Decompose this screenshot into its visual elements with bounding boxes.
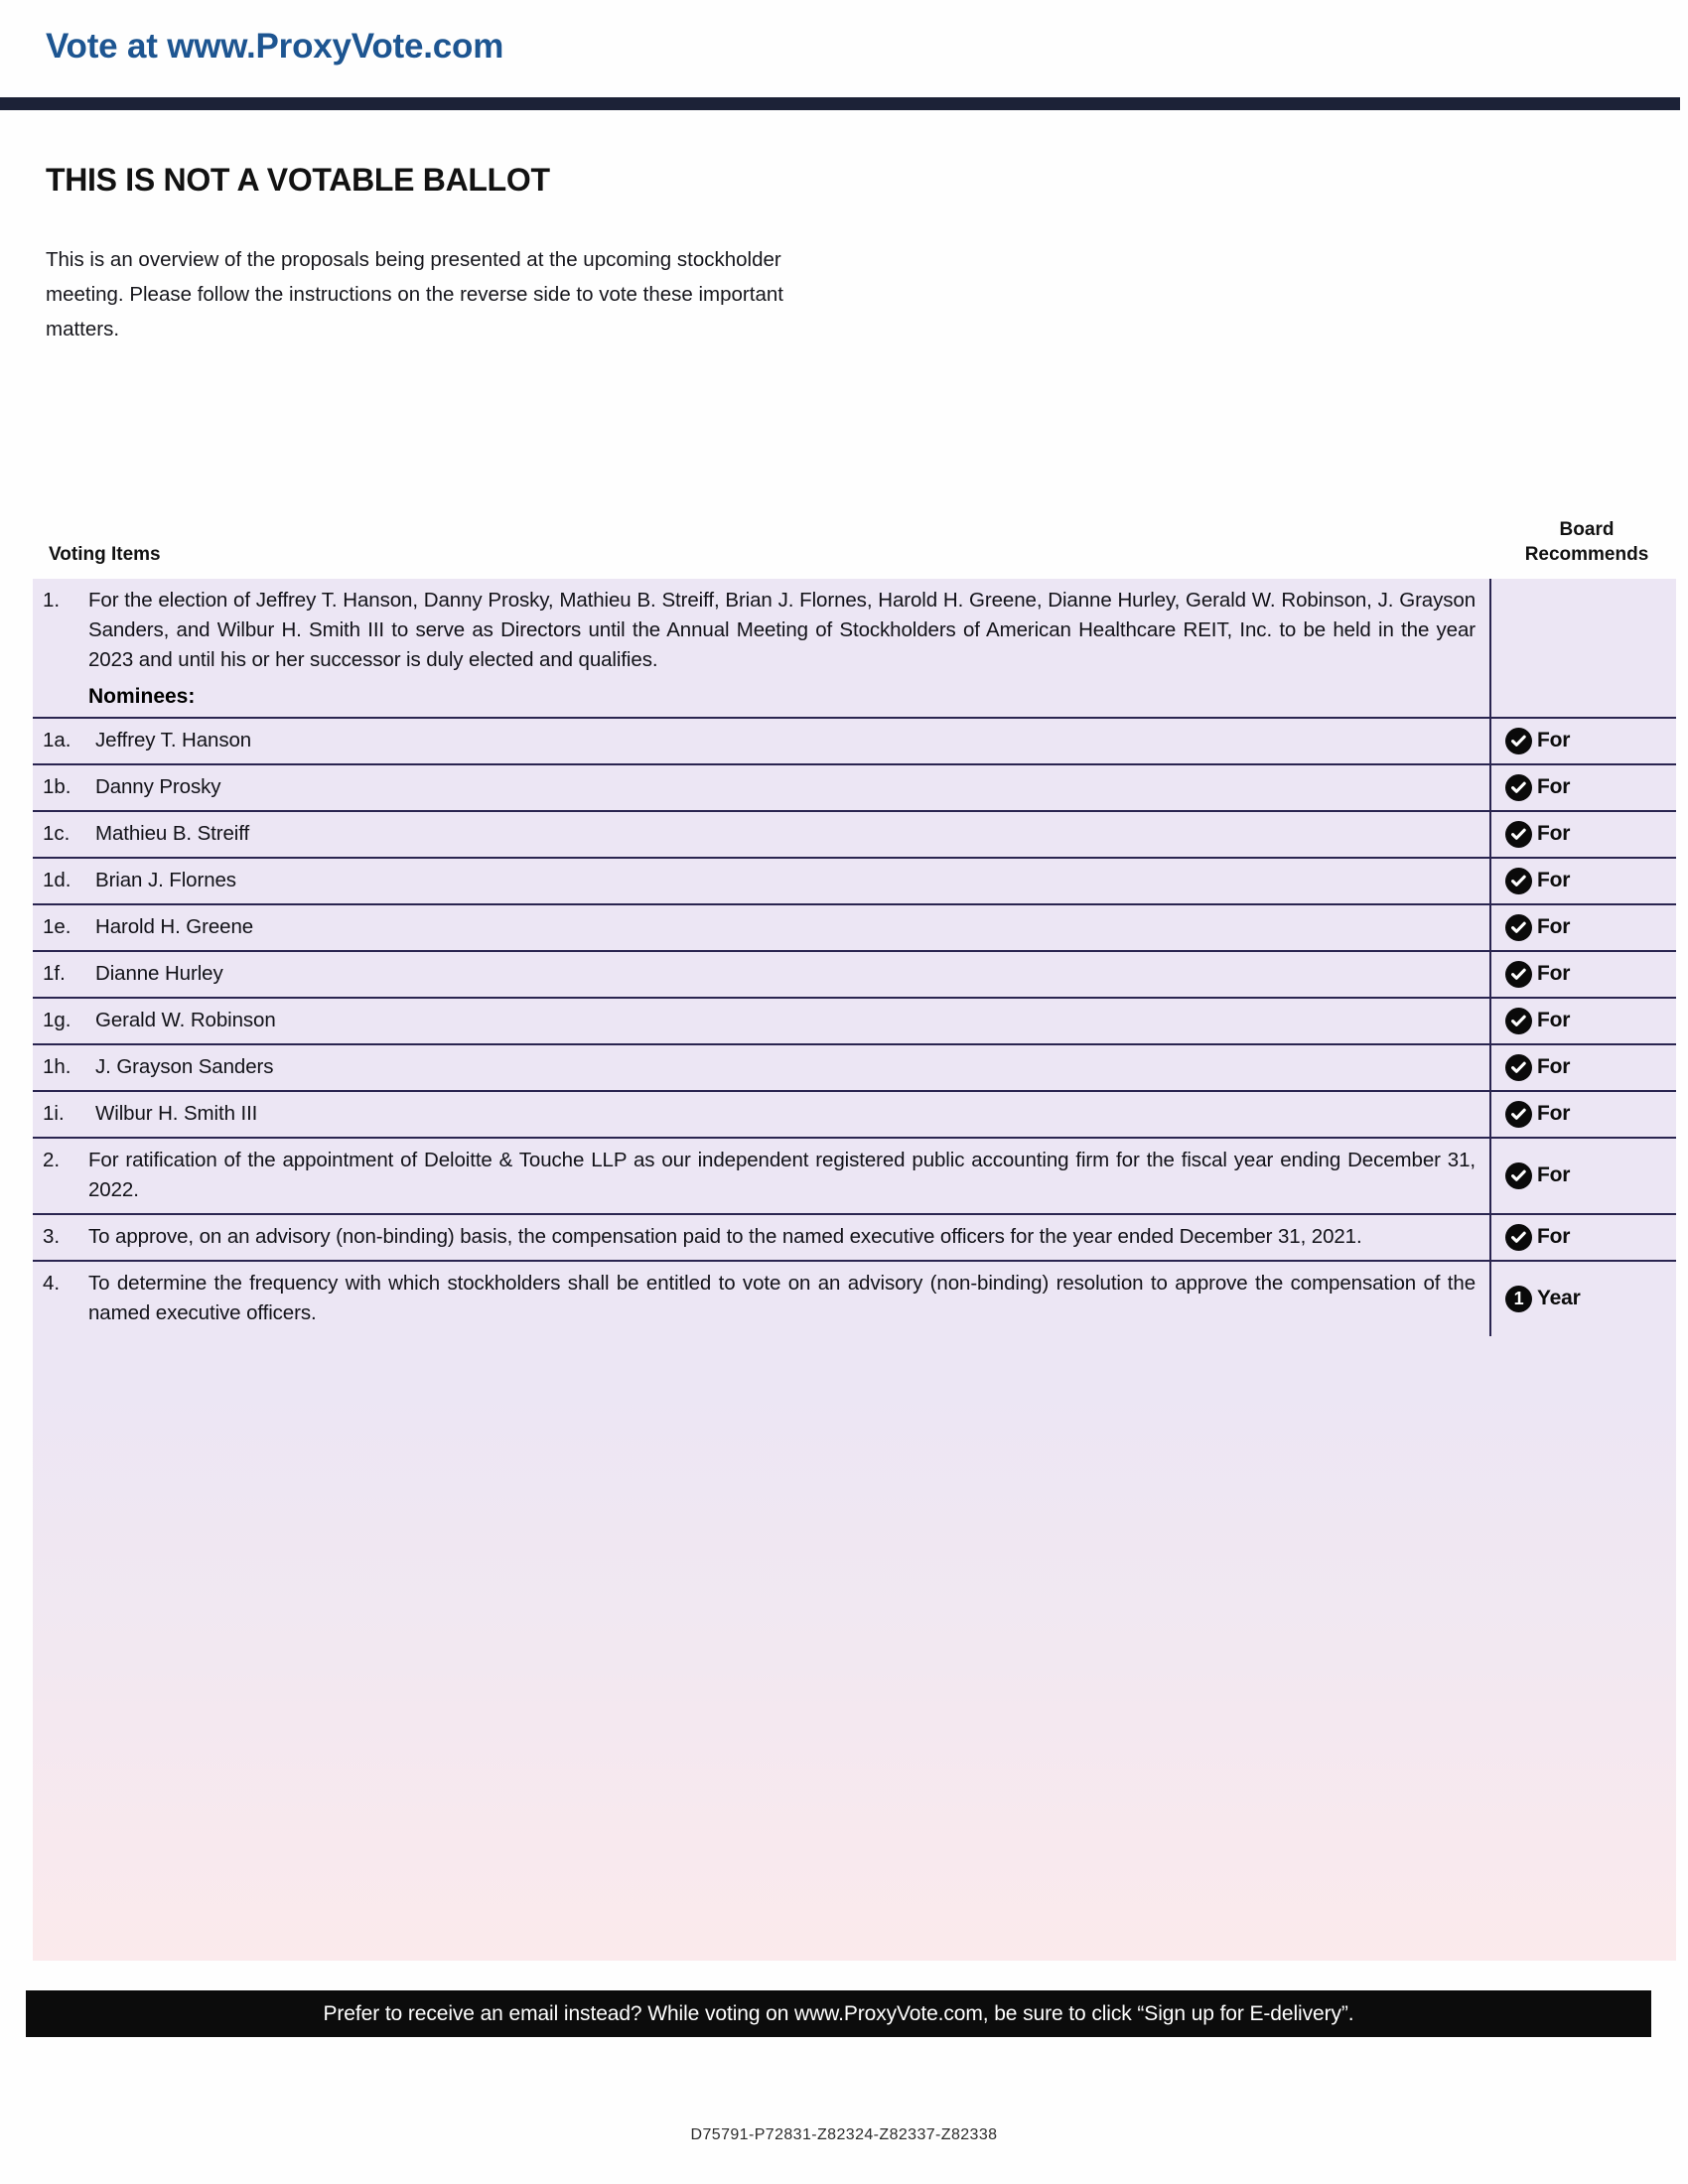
board-recommendation-cell (1489, 1045, 1676, 1090)
recommendation-chip (1505, 868, 1570, 894)
voting-item-cell (33, 1092, 1489, 1137)
voting-item-cell (33, 905, 1489, 950)
board-recommends-line2: Recommends (1524, 544, 1649, 565)
recommendation-label: For (1537, 1225, 1571, 1248)
ballot-rows (33, 579, 1676, 1336)
item-number: 1i. (43, 1102, 65, 1125)
table-row (33, 1090, 1676, 1137)
board-recommendation-cell (1489, 765, 1676, 810)
item-text: Wilbur H. Smith III (95, 1102, 258, 1125)
voting-item-cell (33, 1139, 1489, 1213)
item-number: 1g. (43, 1009, 71, 1031)
table-row (33, 950, 1676, 997)
item-text: Dianne Hurley (95, 962, 223, 985)
nominees-subheading: Nominees: (88, 685, 196, 708)
board-recommendation-cell (1489, 999, 1676, 1043)
recommendation-chip (1505, 1054, 1570, 1081)
table-row (33, 810, 1676, 857)
page-header (0, 0, 1688, 111)
number-one-circle-icon: 1 (1505, 1286, 1532, 1312)
item-text: Mathieu B. Streiff (95, 822, 250, 845)
recommendation-label: For (1537, 915, 1571, 938)
voting-item-cell (33, 1215, 1489, 1260)
table-row (33, 997, 1676, 1043)
voting-items-column-header: Voting Items (49, 544, 161, 565)
item-text: For ratification of the appointment of Deloitte & Touche LLP as our independent registered public accounting firm for the fiscal year ending December 31, 2022. (88, 1149, 1476, 1201)
recommendation-label: For (1537, 1163, 1571, 1186)
check-circle-icon (1505, 728, 1532, 754)
item-number: 4. (43, 1272, 61, 1295)
edelivery-footer-banner: Prefer to receive an email instead? While voting on www.ProxyVote.com, be sure to click “Sign up for E-delivery”. (26, 1990, 1651, 2037)
recommendation-chip (1505, 728, 1570, 754)
table-row (33, 857, 1676, 903)
recommendation-label: For (1537, 1055, 1571, 1078)
table-row (33, 1213, 1676, 1260)
recommendation-chip (1505, 1008, 1570, 1034)
recommendation-label: For (1537, 822, 1571, 845)
recommendation-chip (1505, 1224, 1570, 1251)
recommendation-chip (1505, 1162, 1570, 1189)
recommendation-label: For (1537, 729, 1571, 751)
item-number: 1a. (43, 729, 71, 751)
recommendation-label: For (1537, 962, 1571, 985)
item-text: Jeffrey T. Hanson (95, 729, 252, 751)
vote-url-heading: Vote at www.ProxyVote.com (46, 27, 504, 66)
board-recommendation-cell (1489, 1139, 1676, 1213)
recommendation-label: For (1537, 1102, 1571, 1125)
recommendation-label: For (1537, 775, 1571, 798)
check-circle-icon (1505, 1101, 1532, 1128)
recommendation-chip (1505, 821, 1570, 848)
item-text: Gerald W. Robinson (95, 1009, 276, 1031)
recommendation-label: Year (1537, 1287, 1581, 1309)
voting-item-cell (33, 719, 1489, 763)
table-row (33, 579, 1676, 717)
table-row (33, 763, 1676, 810)
board-recommendation-cell (1489, 952, 1676, 997)
table-row (33, 1043, 1676, 1090)
ballot-table (33, 579, 1676, 1961)
recommendation-chip (1505, 1286, 1581, 1312)
check-circle-icon (1505, 961, 1532, 988)
table-row (33, 903, 1676, 950)
check-circle-icon (1505, 1162, 1532, 1189)
check-circle-icon (1505, 821, 1532, 848)
voting-item-cell (33, 765, 1489, 810)
voting-item-cell (33, 859, 1489, 903)
board-recommendation-cell (1489, 1092, 1676, 1137)
item-text: Brian J. Flornes (95, 869, 236, 891)
item-number: 3. (43, 1225, 61, 1248)
board-recommends-line1: Board (1559, 519, 1615, 540)
recommendation-chip (1505, 1101, 1570, 1128)
check-circle-icon (1505, 1224, 1532, 1251)
item-number: 1b. (43, 775, 71, 798)
item-text: To determine the frequency with which stockholders shall be entitled to vote on an advisory (non-binding) resolution to approve the compensation of the named executive officers. (88, 1272, 1476, 1324)
board-recommends-column-header (1492, 517, 1681, 567)
voting-item-cell (33, 579, 1489, 717)
check-circle-icon (1505, 868, 1532, 894)
item-number: 1d. (43, 869, 71, 891)
item-text: J. Grayson Sanders (95, 1055, 274, 1078)
check-circle-icon (1505, 1008, 1532, 1034)
item-number: 1. (43, 589, 61, 612)
table-row (33, 1137, 1676, 1213)
voting-item-cell (33, 999, 1489, 1043)
header-divider-rule (0, 97, 1680, 110)
board-recommendation-cell (1489, 1262, 1676, 1336)
board-recommendation-cell (1489, 905, 1676, 950)
recommendation-label: For (1537, 1009, 1571, 1031)
voting-item-cell (33, 1262, 1489, 1336)
voting-item-cell (33, 1045, 1489, 1090)
board-recommendation-cell (1489, 579, 1676, 717)
check-circle-icon (1505, 774, 1532, 801)
item-text: For the election of Jeffrey T. Hanson, Danny Prosky, Mathieu B. Streiff, Brian J. Flornes, Harold H. Greene, Dianne Hurley, Gerald W. Robinson, J. Grayson Sanders, and Wilbur H. Smith III to serve as Directors until the Annual Meeting of Stockholders of American Healthcare REIT, Inc. to be held in the year 2023 and until his or her successor is duly elected and qualifies. (88, 589, 1476, 671)
voting-item-cell (33, 952, 1489, 997)
recommendation-chip (1505, 914, 1570, 941)
check-circle-icon (1505, 1054, 1532, 1081)
table-row (33, 717, 1676, 763)
recommendation-label: For (1537, 869, 1571, 891)
item-number: 2. (43, 1149, 61, 1171)
board-recommendation-cell (1489, 859, 1676, 903)
item-text: Harold H. Greene (95, 915, 254, 938)
board-recommendation-cell (1489, 719, 1676, 763)
item-number: 1h. (43, 1055, 71, 1078)
board-recommendation-cell (1489, 1215, 1676, 1260)
item-text: Danny Prosky (95, 775, 221, 798)
item-number: 1f. (43, 962, 66, 985)
recommendation-chip (1505, 774, 1570, 801)
control-number: D75791-P72831-Z82324-Z82337-Z82338 (690, 2126, 998, 2143)
item-number: 1e. (43, 915, 71, 938)
voting-item-cell (33, 812, 1489, 857)
board-recommendation-cell (1489, 812, 1676, 857)
recommendation-chip (1505, 961, 1570, 988)
item-text: To approve, on an advisory (non-binding) basis, the compensation paid to the named executive officers for the year ended December 31, 2021. (88, 1225, 1362, 1248)
intro-paragraph: This is an overview of the proposals being presented at the upcoming stockholder meeting. Please follow the instructions on the reverse side to vote these important matters. (46, 248, 783, 341)
table-row (33, 1260, 1676, 1336)
item-number: 1c. (43, 822, 70, 845)
check-circle-icon (1505, 914, 1532, 941)
page-title: THIS IS NOT A VOTABLE BALLOT (46, 162, 550, 198)
